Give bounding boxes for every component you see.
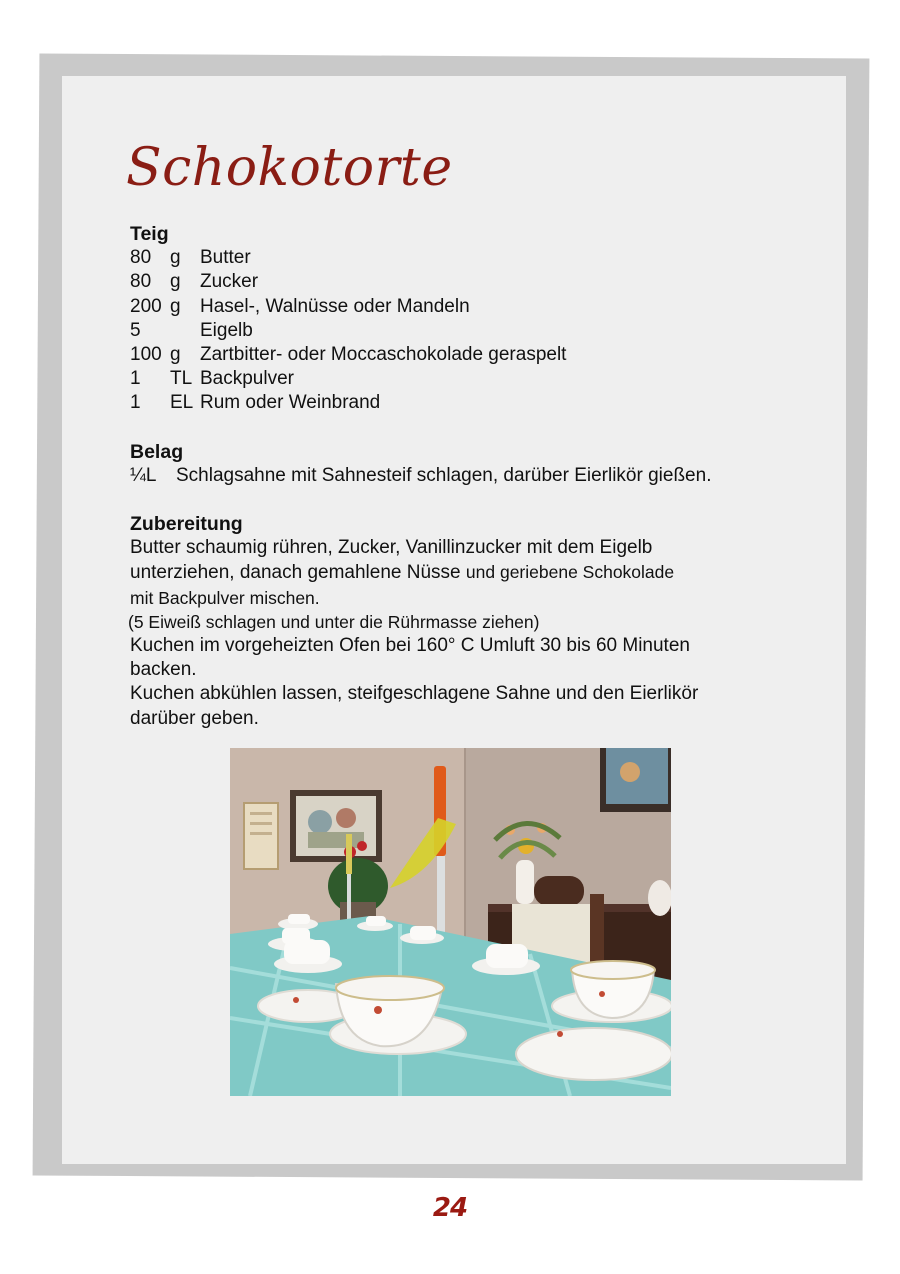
ingredient-qty: 80 <box>130 247 152 269</box>
ingredient-qty: 1 <box>130 392 141 414</box>
zubereitung-heading: Zubereitung <box>130 513 243 536</box>
ingredient-qty: 1 <box>130 368 141 390</box>
ingredient-unit: TL <box>170 368 193 390</box>
table-setting-photo <box>230 748 671 1096</box>
ingredient-row <box>130 246 810 270</box>
zubereitung-text: und geriebene Schokolade <box>465 562 675 583</box>
ingredient-row <box>130 270 810 294</box>
zubereitung-line: backen. <box>130 659 197 681</box>
spacer <box>130 416 810 440</box>
ingredient-row <box>130 295 810 319</box>
ingredient-name: Rum oder Weinbrand <box>200 392 381 414</box>
ingredient-unit: g <box>170 271 181 293</box>
ingredient-row <box>130 343 810 367</box>
ingredient-unit: g <box>170 247 181 269</box>
zubereitung-text: unterziehen, danach gemahlene Nüsse <box>130 562 466 584</box>
ingredient-qty: 80 <box>130 271 152 293</box>
zubereitung-line: mit Backpulver mischen. <box>130 587 320 608</box>
belag-qty: ¼L <box>130 464 157 486</box>
recipe-title: Schokotorte <box>126 138 453 198</box>
recipe-content <box>130 222 810 731</box>
ingredient-unit: g <box>170 295 181 317</box>
zubereitung-line: Butter schaumig rühren, Zucker, Vanillinzucker mit dem Eigelb <box>130 537 653 559</box>
ingredient-qty: 5 <box>130 319 141 341</box>
ingredient-name: Zucker <box>200 271 259 293</box>
zubereitung-line: Kuchen im vorgeheizten Ofen bei 160° C Umluft 30 bis 60 Minuten <box>130 635 690 657</box>
zubereitung-line <box>130 560 810 585</box>
ingredient-name: Zartbitter- oder Moccaschokolade geraspelt <box>200 344 567 366</box>
ingredient-unit: g <box>170 344 181 366</box>
table-setting-illustration <box>230 748 671 1096</box>
zubereitung-line: darüber geben. <box>130 707 259 729</box>
ingredient-qty: 100 <box>130 344 162 366</box>
belag-line <box>130 464 810 488</box>
ingredient-name: Butter <box>200 247 251 269</box>
spacer <box>130 488 810 512</box>
belag-text: Schlagsahne mit Sahnesteif schlagen, darüber Eierlikör gießen. <box>176 464 712 486</box>
ingredient-qty: 200 <box>130 295 162 317</box>
ingredient-row <box>130 319 810 343</box>
ingredient-name: Eigelb <box>200 319 253 341</box>
teig-heading: Teig <box>130 223 169 245</box>
ingredient-row <box>130 391 810 415</box>
ingredient-name: Hasel-, Walnüsse oder Mandeln <box>200 295 470 317</box>
page-number: 24 <box>432 1193 468 1223</box>
zubereitung-line: Kuchen abkühlen lassen, steifgeschlagene Sahne und den Eierlikör <box>130 683 699 705</box>
ingredient-unit: EL <box>170 392 194 414</box>
belag-heading: Belag <box>130 440 184 463</box>
ingredient-row <box>130 367 810 391</box>
zubereitung-line: (5 Eiweiß schlagen und unter die Rührmasse ziehen) <box>128 611 540 632</box>
ingredient-name: Backpulver <box>200 368 294 390</box>
ingredient-unit <box>170 319 200 343</box>
ingredient-list <box>130 246 810 415</box>
